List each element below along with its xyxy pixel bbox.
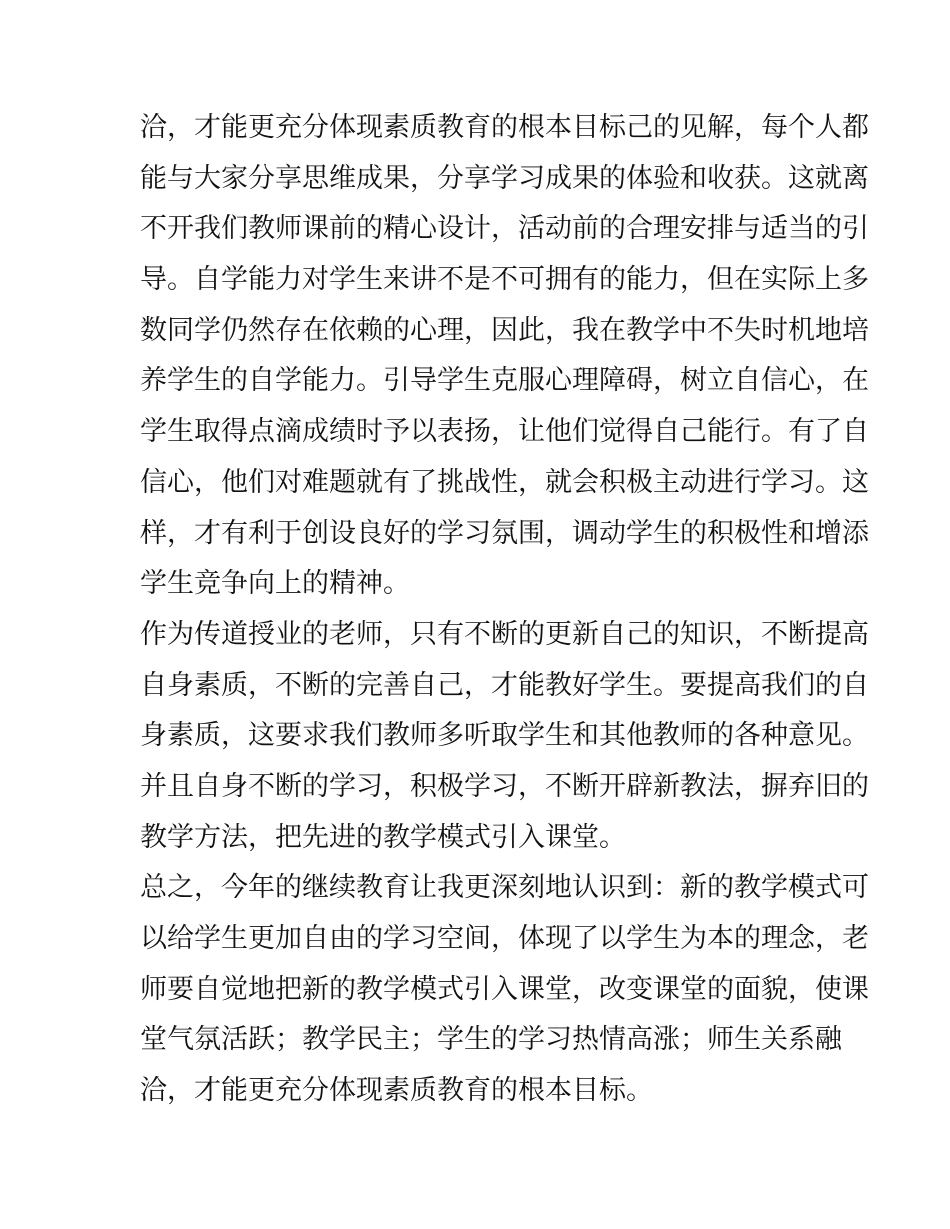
text-line: 学生取得点滴成绩时予以表扬，让他们觉得自己能行。有了自 — [140, 416, 869, 448]
text-line: 养学生的自学能力。引导学生克服心理障碍，树立自信心，在 — [140, 365, 869, 397]
text-line: 样，才有利于创设良好的学习氛围，调动学生的积极性和增添 — [140, 517, 869, 549]
text-line: 作为传道授业的老师，只有不断的更新自己的知识，不断提高 — [140, 618, 869, 650]
text-line: 自身素质，不断的完善自己，才能教好学生。要提高我们的自 — [140, 669, 869, 701]
text-line: 导。自学能力对学生来讲不是不可拥有的能力，但在实际上多 — [140, 264, 869, 296]
text-line: 洽，才能更充分体现素质教育的根本目标己的见解，每个人都 — [140, 112, 869, 143]
text-line: 并且自身不断的学习，积极学习，不断开辟新教法，摒弃旧的 — [140, 770, 869, 802]
text-line: 教学方法，把先进的教学模式引入课堂。 — [140, 821, 626, 853]
text-line: 洽，才能更充分体现素质教育的根本目标。 — [140, 1075, 653, 1107]
text-line: 总之，今年的继续教育让我更深刻地认识到：新的教学模式可 — [140, 872, 869, 904]
text-line: 数同学仍然存在依赖的心理，因此，我在教学中不失时机地培 — [140, 314, 869, 346]
text-line: 师要自觉地把新的教学模式引入课堂，改变课堂的面貌，使课 — [140, 973, 869, 1005]
text-line: 不开我们教师课前的精心设计，活动前的合理安排与适当的引 — [140, 213, 869, 245]
text-line: 身素质，这要求我们教师多听取学生和其他教师的各种意见。 — [140, 720, 869, 752]
text-line: 学生竞争向上的精神。 — [140, 568, 410, 600]
text-line: 以给学生更加自由的学习空间，体现了以学生为本的理念，老 — [140, 923, 869, 954]
text-line: 信心，他们对难题就有了挑战性，就会积极主动进行学习。这 — [140, 466, 869, 498]
document-body — [140, 103, 869, 1117]
text-line: 能与大家分享思维成果，分享学习成果的体验和收获。这就离 — [140, 162, 869, 194]
text-line: 堂气氛活跃；教学民主；学生的学习热情高涨；师生关系融 — [140, 1024, 842, 1056]
